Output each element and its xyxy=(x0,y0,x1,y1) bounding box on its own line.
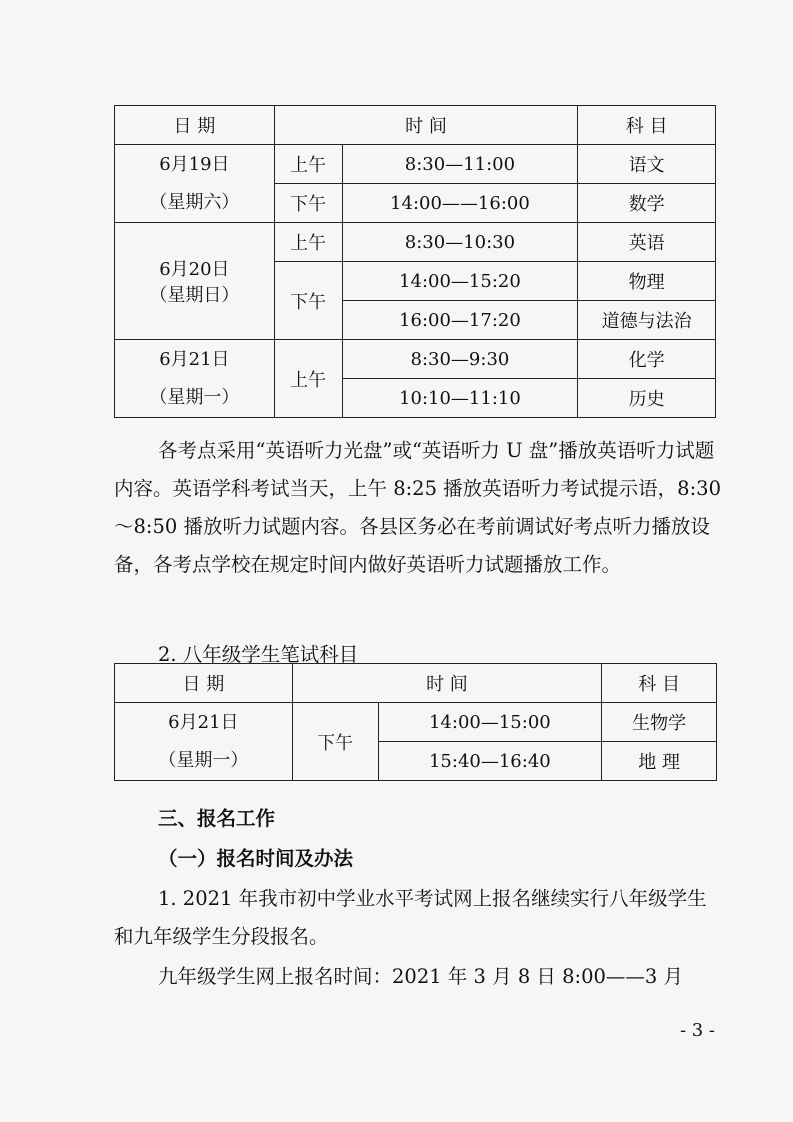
header-subject: 科 目 xyxy=(578,106,716,145)
weekday-text: （星期一） xyxy=(149,386,240,408)
table-row xyxy=(115,703,717,742)
grade8-section-heading: 2. 八年级学生笔试科目 xyxy=(158,643,359,666)
time-cell: 15:40—16:40 xyxy=(378,742,602,781)
date-cell xyxy=(115,703,293,781)
header-subject: 科 目 xyxy=(602,664,717,703)
subject-cell: 生物学 xyxy=(602,703,717,742)
date-text: 6月21日 xyxy=(159,348,230,370)
subject-cell: 物理 xyxy=(578,262,716,301)
time-cell: 10:10—11:10 xyxy=(342,379,578,418)
subject-cell: 化学 xyxy=(578,340,716,379)
time-cell: 8:30—10:30 xyxy=(342,223,578,262)
subsection1-heading: （一）报名时间及办法 xyxy=(158,847,354,870)
period-cell: 下午 xyxy=(274,262,342,340)
subject-cell: 数学 xyxy=(578,184,716,223)
period-cell: 上午 xyxy=(274,223,342,262)
period-cell: 上午 xyxy=(274,340,342,418)
weekday-text: （星期六） xyxy=(149,191,240,213)
item1-paragraph: 1. 2021 年我市初中学业水平考试网上报名继续实行八年级学生和九年级学生分段报名。 xyxy=(114,887,707,948)
period-cell: 下午 xyxy=(292,703,378,781)
subject-cell: 道德与法治 xyxy=(578,301,716,340)
time-cell: 14:00—15:20 xyxy=(342,262,578,301)
page-number: - 3 - xyxy=(679,1020,715,1041)
header-time: 时 间 xyxy=(274,106,578,145)
grade9-exam-schedule-table xyxy=(114,105,716,418)
section3-heading: 三、报名工作 xyxy=(158,807,276,830)
table-row xyxy=(115,145,716,184)
date-text: 6月19日 xyxy=(159,153,230,175)
date-cell xyxy=(115,340,275,418)
header-time: 时 间 xyxy=(292,664,601,703)
period-cell: 下午 xyxy=(274,184,342,223)
time-cell: 8:30—9:30 xyxy=(342,340,578,379)
header-date: 日 期 xyxy=(115,106,275,145)
subject-cell: 历史 xyxy=(578,379,716,418)
table-header-row xyxy=(115,664,717,703)
table-row xyxy=(115,340,716,379)
time-cell: 14:00——16:00 xyxy=(342,184,578,223)
time-cell: 14:00—15:00 xyxy=(378,703,602,742)
table-row xyxy=(115,223,716,262)
date-cell xyxy=(115,145,275,223)
weekday-text: （星期一） xyxy=(158,749,249,771)
date-text: 6月21日 xyxy=(168,711,239,733)
subject-cell: 地 理 xyxy=(602,742,717,781)
table-header-row xyxy=(115,106,716,145)
period-cell: 上午 xyxy=(274,145,342,184)
time-cell: 16:00—17:20 xyxy=(342,301,578,340)
subject-cell: 语文 xyxy=(578,145,716,184)
time-cell: 8:30—11:00 xyxy=(342,145,578,184)
item1-time-paragraph: 九年级学生网上报名时间：2021 年 3 月 8 日 8:00——3 月 xyxy=(158,965,684,988)
header-date: 日 期 xyxy=(115,664,293,703)
date-text: 6月20日 xyxy=(159,259,230,280)
weekday-text: （星期日） xyxy=(149,285,240,306)
date-cell xyxy=(115,223,275,340)
subject-cell: 英语 xyxy=(578,223,716,262)
listening-paragraph: 各考点采用“英语听力光盘”或“英语听力 U 盘”播放英语听力试题内容。英语学科考试当天，上午 8:25 播放英语听力考试提示语，8:30～8:50 播放听力试题内容。各县区务必在考前调试好考点听力播放设备，各考点学校在规定时间内做好英语听力试题播放工作。 xyxy=(114,439,721,576)
grade8-exam-schedule-table xyxy=(114,663,717,781)
